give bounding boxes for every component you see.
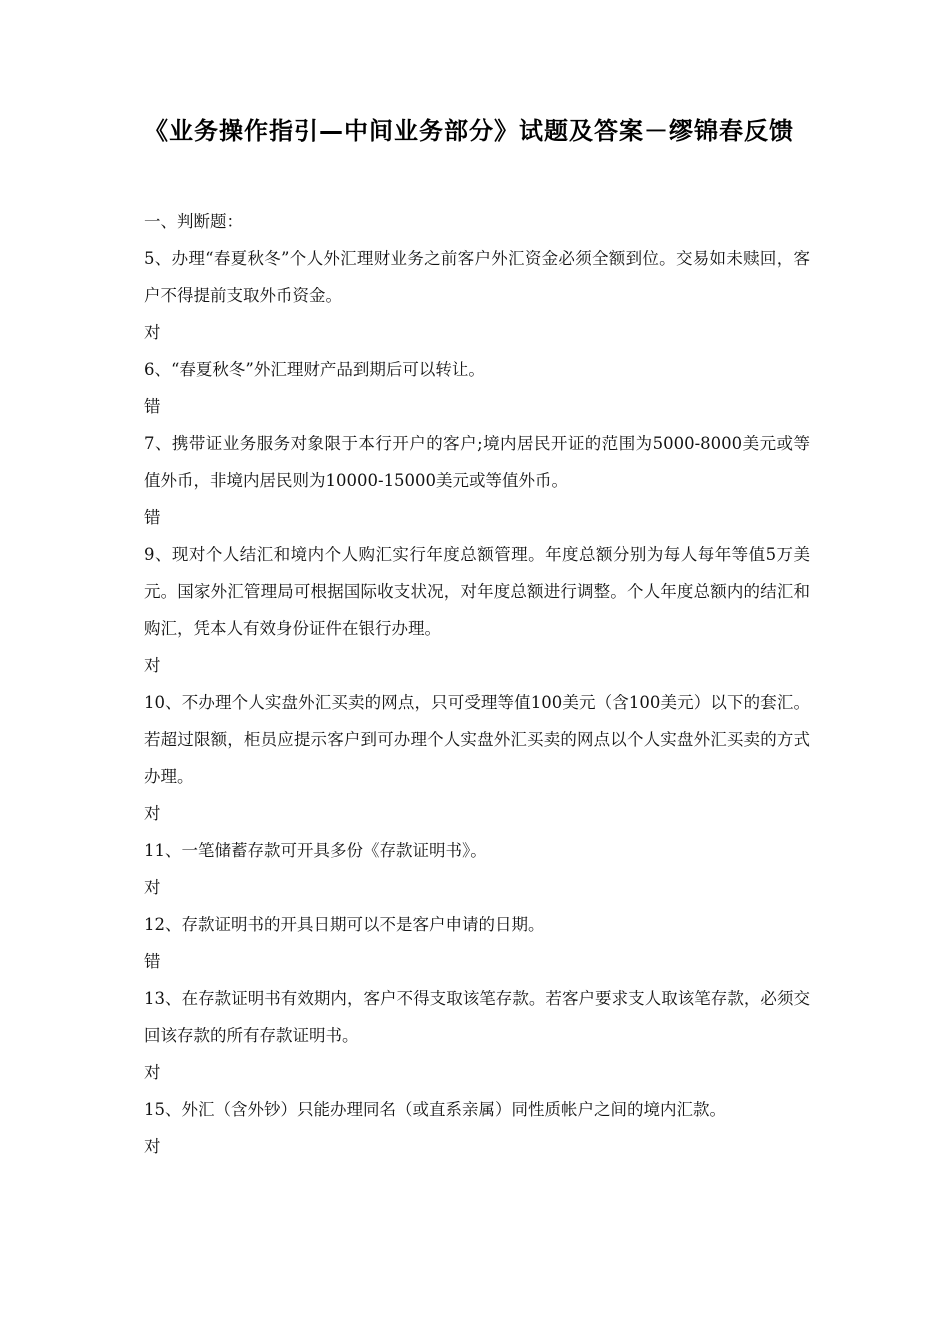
section-heading: 一、判断题： [144, 212, 243, 231]
question-answer: 错 [144, 508, 161, 527]
question-text: 13、在存款证明书有效期内，客户不得支取该笔存款。若客户要求支人取该笔存款，必须交回该存款的所有存款证明书。 [144, 989, 810, 1045]
question-item [144, 536, 810, 684]
question-text: 11、一笔储蓄存款可开具多份《存款证明书》。 [144, 841, 487, 860]
question-answer: 对 [144, 804, 161, 823]
document-title: 《业务操作指引—中间业务部分》试题及答案－缪锦春反馈 [144, 117, 794, 145]
question-item [144, 980, 810, 1091]
question-answer: 对 [144, 1063, 161, 1082]
question-answer: 对 [144, 878, 161, 897]
question-text: 10、不办理个人实盘外汇买卖的网点，只可受理等值100美元（含100美元）以下的套汇。若超过限额，柜员应提示客户到可办理个人实盘外汇买卖的网点以个人实盘外汇买卖的方式办理。 [144, 693, 810, 786]
question-item [144, 1091, 810, 1165]
question-item [144, 906, 810, 980]
question-item [144, 425, 810, 536]
document-body [144, 112, 810, 1165]
question-item [144, 832, 810, 906]
question-text: 12、存款证明书的开具日期可以不是客户申请的日期。 [144, 915, 545, 934]
question-answer: 对 [144, 1137, 161, 1156]
question-answer: 错 [144, 952, 161, 971]
question-text: 6、“春夏秋冬”外汇理财产品到期后可以转让。 [144, 360, 485, 379]
question-list [144, 240, 810, 1165]
question-text: 9、现对个人结汇和境内个人购汇实行年度总额管理。年度总额分别为每人每年等值5万美元。国家外汇管理局可根据国际收支状况，对年度总额进行调整。个人年度总额内的结汇和购汇，凭本人有效身份证件在银行办理。 [144, 545, 810, 638]
question-text: 7、携带证业务服务对象限于本行开户的客户;境内居民开证的范围为5000-8000美元或等值外币，非境内居民则为10000-15000美元或等值外币。 [144, 434, 810, 490]
question-item [144, 240, 810, 351]
question-text: 5、办理“春夏秋冬”个人外汇理财业务之前客户外汇资金必须全额到位。交易如未赎回，客户不得提前支取外币资金。 [144, 249, 810, 305]
question-answer: 对 [144, 656, 161, 675]
question-text: 15、外汇（含外钞）只能办理同名（或直系亲属）同性质帐户之间的境内汇款。 [144, 1100, 726, 1119]
question-item [144, 684, 810, 832]
question-answer: 错 [144, 397, 161, 416]
question-item [144, 351, 810, 425]
question-answer: 对 [144, 323, 161, 342]
